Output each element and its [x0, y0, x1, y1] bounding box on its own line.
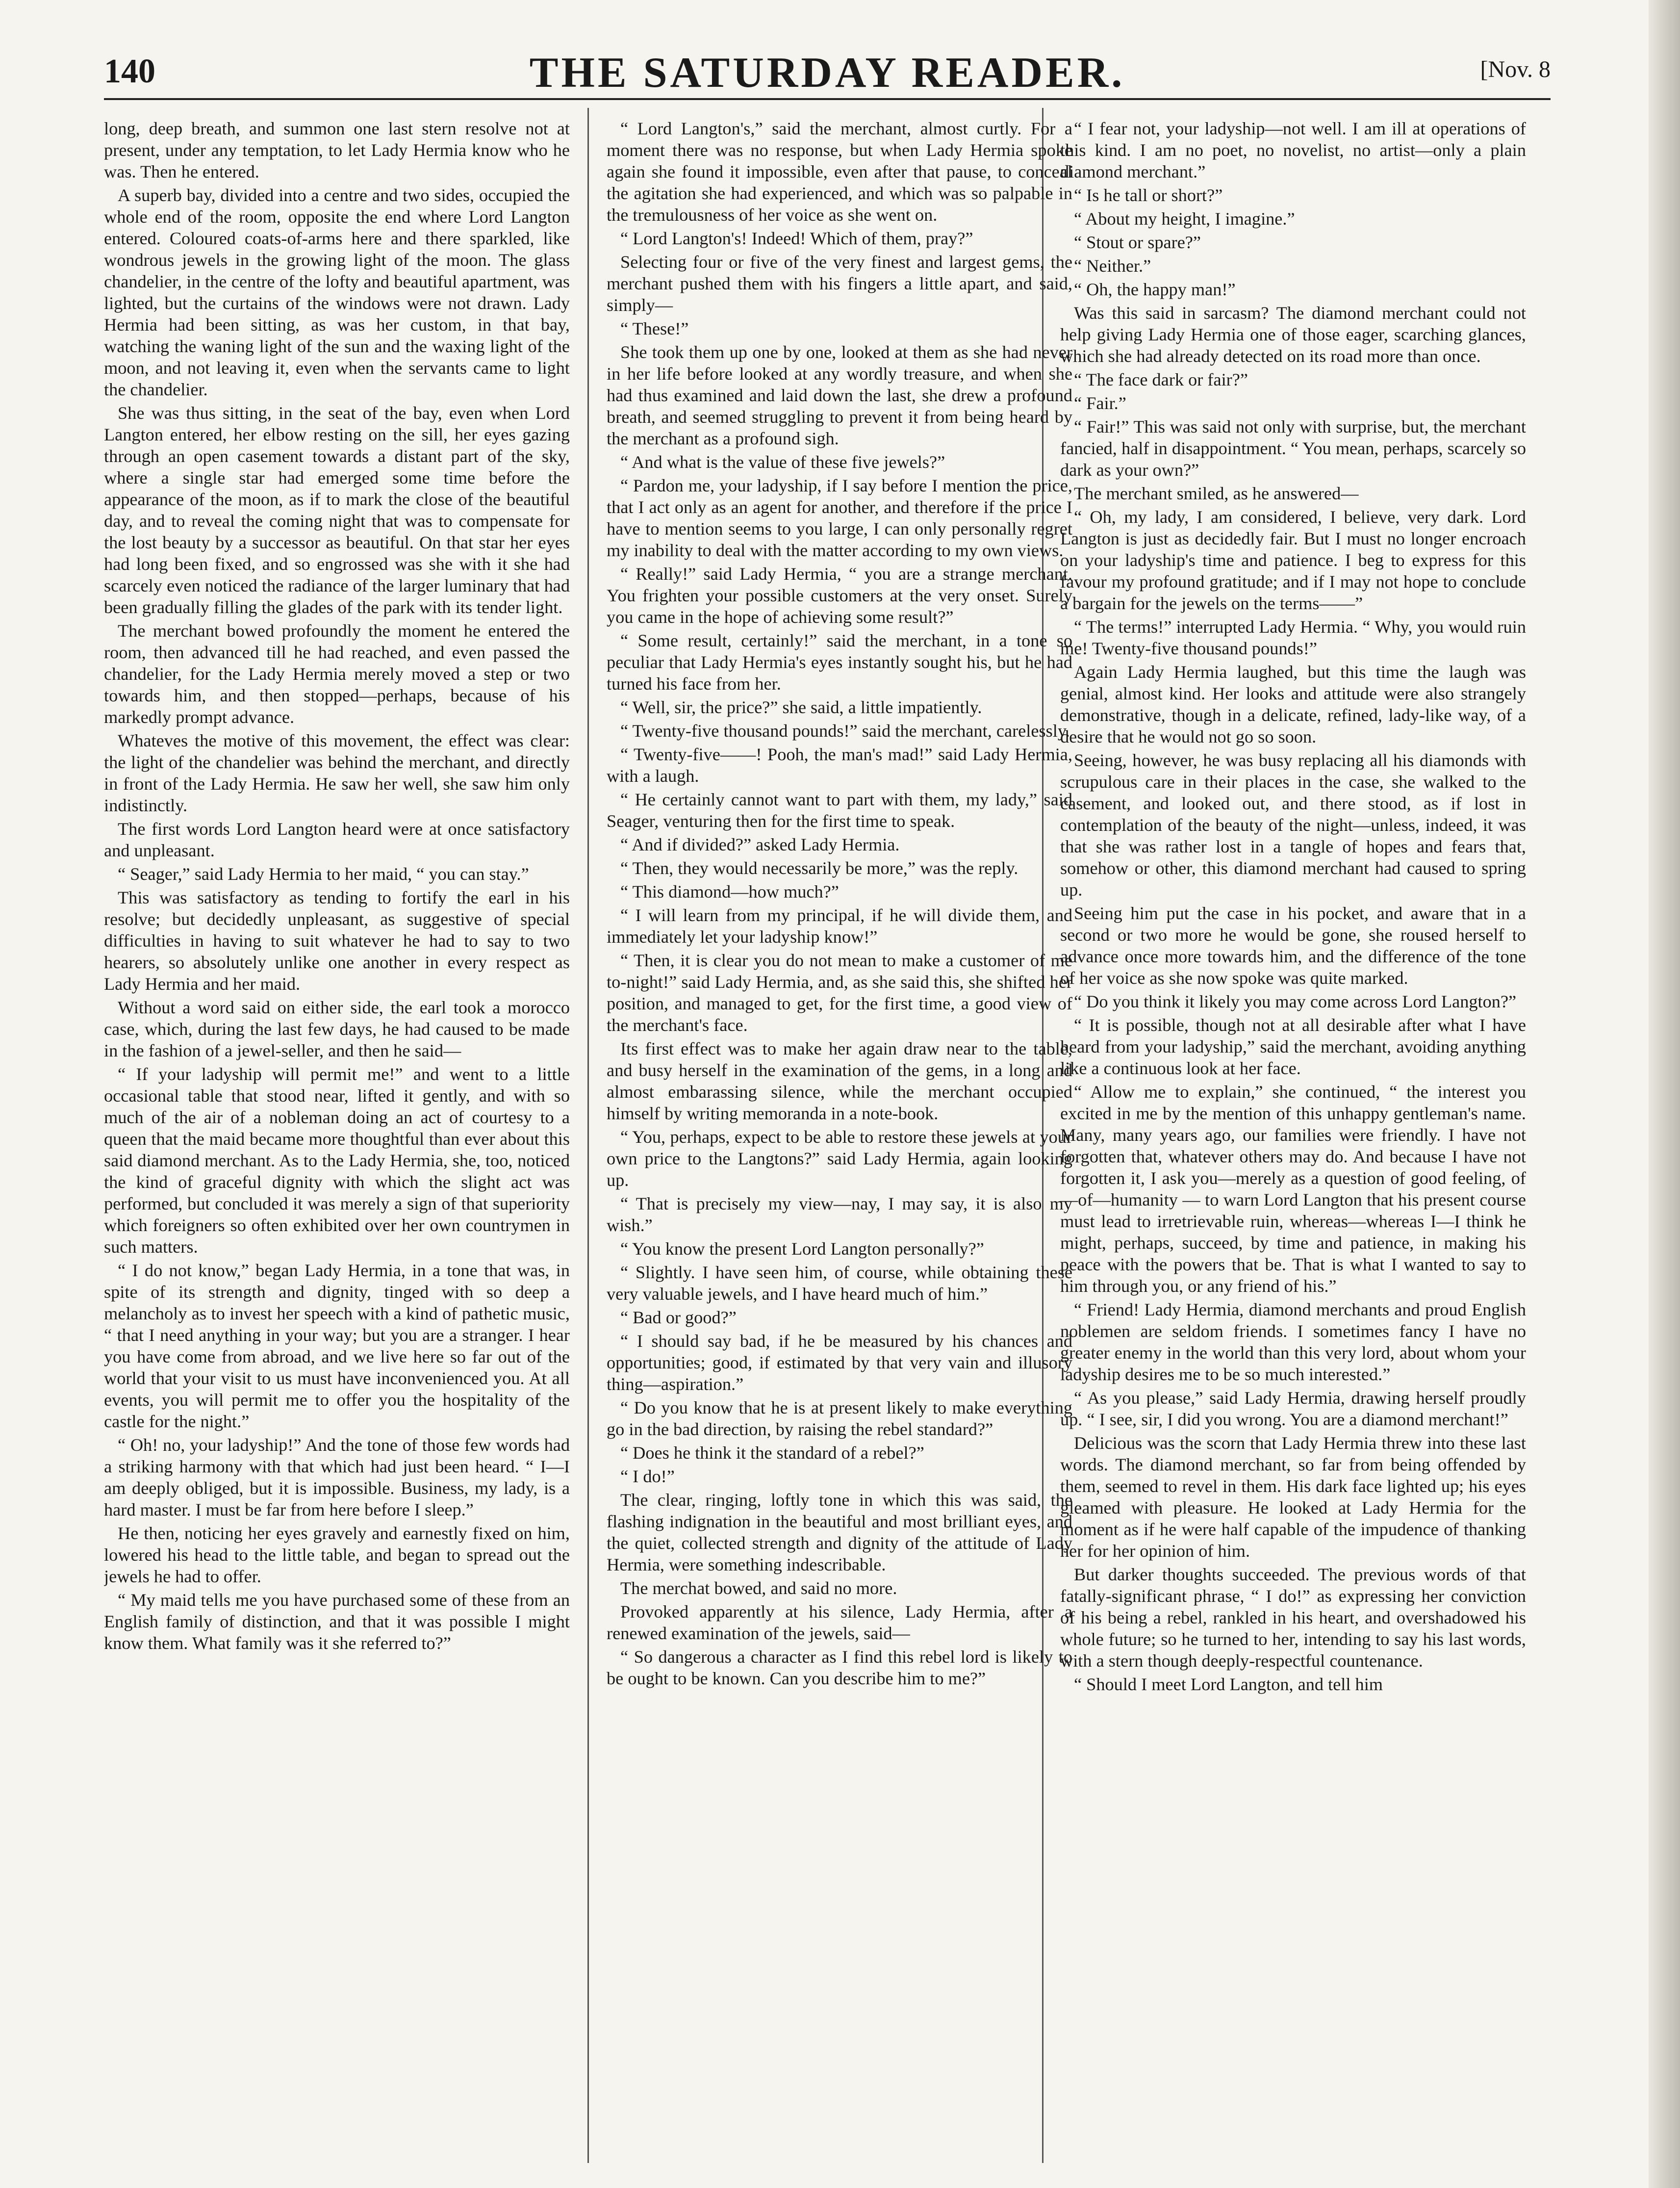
paragraph: “ Lord Langton's,” said the merchant, almost curtly. For a moment there was no response, but when Lady Hermia spoke again she found it impossible, even after that pause, to conceal the agitation she had experienced, and which was so palpable in the tremulousness of her voice as she went on. [607, 119, 1072, 225]
paragraph: “ My maid tells me you have purchased some of these from an English family of distinction, and that it was possible I might know them. What family was it she referred to?” [104, 1590, 570, 1653]
page-number: 140 [104, 52, 155, 90]
paragraph: “ Then, they would necessarily be more,” was the reply. [620, 858, 1018, 878]
running-title: THE SATURDAY READER. [529, 49, 1125, 97]
paragraph: “ Is he tall or short?” [1074, 185, 1223, 205]
paragraph: “ Really!” said Lady Hermia, “ you are a strange merchant. You frighten your possible customers at the very onset. Surely you came in the hope of achieving some result?” [607, 564, 1072, 627]
column-divider [587, 108, 589, 2163]
paragraph: “ Seager,” said Lady Hermia to her maid, “ you can stay.” [118, 864, 529, 884]
paragraph: Again Lady Hermia laughed, but this time the laugh was genial, almost kind. Her looks and attitude were also strangely demonstrative, though in a delicate, refined, lady-like way, of a desire that he would not go so soon. [1060, 662, 1526, 746]
paragraph: “ Slightly. I have seen him, of course, while obtaining these very valuable jewels, and I have heard much of him.” [607, 1262, 1072, 1304]
paragraph: “ Oh, the happy man!” [1074, 280, 1236, 299]
paragraph: “ You, perhaps, expect to be able to restore these jewels at your own price to the Langtons?” said Lady Hermia, again looking up. [607, 1127, 1072, 1190]
paragraph: “ Do you know that he is at present likely to make everything go in the bad direction, by raising the rebel standard?” [607, 1398, 1072, 1439]
paragraph: Provoked apparently at his silence, Lady Hermia, after a renewed examination of the jewels, said— [607, 1602, 1072, 1643]
paragraph: “ You know the present Lord Langton personally?” [620, 1239, 984, 1259]
paragraph: “ If your ladyship will permit me!” and went to a little occasional table that stood near, lifted it gently, and with so much of the air of a nobleman doing an act of courtesy to a queen that the maid became more thoughtful than ever about this said diamond merchant. As to the Lady Hermia, she, too, noticed the kind of graceful dignity with which the slight act was performed, but concluded it was merely a sign of that superiority which foreigners so often exhibited over her own countrymen in such matters. [104, 1064, 570, 1257]
paragraph: “ Fair!” This was said not only with surprise, but, the merchant fancied, half in disappointment. “ You mean, perhaps, scarcely so dark as your own?” [1060, 417, 1526, 480]
paragraph: “ This diamond—how much?” [620, 882, 839, 901]
paragraph: “ That is precisely my view—nay, I may say, it is also my wish.” [607, 1194, 1072, 1235]
paragraph: “ He certainly cannot want to part with them, my lady,” said Seager, venturing then for the first time to speak. [607, 790, 1072, 831]
paragraph: “ I should say bad, if he be measured by his chances and opportunities; good, if estimated by that very vain and illusory thing—aspiration.” [607, 1331, 1072, 1394]
paragraph: She took them up one by one, looked at them as she had never in her life before looked at any wordly treasure, and when she had thus examined and laid down the last, she drew a profound breath, and seemed struggling to prevent it from being heard by the merchant as a profound sigh. [607, 342, 1072, 448]
paragraph: “ Pardon me, your ladyship, if I say before I mention the price, that I act only as an agent for another, and therefore if the price I have to mention seems to you large, I can only personally regret my inability to deal with the matter according to my own views. [607, 476, 1072, 560]
paragraph: “ So dangerous a character as I find this rebel lord is likely to be ought to be known. Can you describe him to me?” [607, 1647, 1072, 1688]
paragraph: “ Neither.” [1074, 256, 1151, 276]
paragraph: long, deep breath, and summon one last stern resolve not at present, under any temptation, to let Lady Hermia know who he was. Then he entered. [104, 119, 570, 181]
paragraph: Without a word said on either side, the earl took a morocco case, which, during the last few days, he had caused to be made in the fashion of a jewel-seller, and then he said— [104, 998, 570, 1060]
paragraph: Was this said in sarcasm? The diamond merchant could not help giving Lady Hermia one of those eager, scarching glances, which she had already detected on its road more than once. [1060, 303, 1526, 366]
paragraph: Seeing him put the case in his pocket, and aware that in a second or two more he would be gone, she roused herself to advance once more towards him, and the difference of the tone of her voice as she now spoke was quite marked. [1060, 903, 1526, 988]
paragraph: “ Twenty-five——! Pooh, the man's mad!” said Lady Hermia, with a laugh. [607, 745, 1072, 786]
paragraph: “ Fair.” [1074, 393, 1126, 413]
paragraph: Delicious was the scorn that Lady Hermia threw into these last words. The diamond merchant, so far from being offended by them, seemed to revel in them. His dark face lighted up; his eyes gleamed with pleasure. He looked at Lady Hermia for the moment as if he were half capable of the impudence of thanking her for her opinion of him. [1060, 1433, 1526, 1561]
paragraph: Selecting four or five of the very finest and largest gems, the merchant pushed them with his fingers a little apart, and said, simply— [607, 252, 1072, 315]
paragraph: “ Oh, my lady, I am considered, I believe, very dark. Lord Langton is just as decidedly fair. But I must no longer encroach on your ladyship's time and patience. I beg to express for this favour my profound gratitude; and if I may not hope to conclude a bargain for the jewels on the terms——” [1060, 507, 1526, 613]
paragraph: “ Friend! Lady Hermia, diamond merchants and proud English noblemen are seldom friends. I sometimes fancy I have no greater enemy in the world than this very lord, about whom your ladyship desires me to be so much interested.” [1060, 1300, 1526, 1384]
paragraph: “ As you please,” said Lady Hermia, drawing herself proudly up. “ I see, sir, I did you wrong. You are a diamond merchant!” [1060, 1388, 1526, 1429]
paragraph: The merchant smiled, as he answered— [1074, 484, 1359, 503]
paragraph: A superb bay, divided into a centre and two sides, occupied the whole end of the room, opposite the end where Lord Langton entered. Coloured coats-of-arms here and there sparkled, like wondrous jewels in the growing light of the moon. The glass chandelier, in the centre of the lofty and beautiful apartment, was lighted, but the curtains of the windows were not drawn. Lady Hermia had been sitting, as was her custom, in that bay, watching the waning light of the sun and the waxing light of the moon, and not leaving it, even when the servants came to light the chandelier. [104, 185, 570, 399]
paragraph: Whateves the motive of this movement, the effect was clear: the light of the chandelier was behind the merchant, and directly in front of the Lady Hermia. He saw her well, she saw him only indistinctly. [104, 731, 570, 815]
paragraph: “ Twenty-five thousand pounds!” said the merchant, carelessly. [620, 721, 1070, 741]
paragraph: “ The terms!” interrupted Lady Hermia. “ Why, you would ruin me! Twenty-five thousand pounds!” [1060, 617, 1526, 658]
paragraph: But darker thoughts succeeded. The previous words of that fatally-significant phrase, “ I do!” as expressing her conviction of his being a rebel, rankled in his heart, and overshadowed his whole future; so he turned to her, intending to say his last words, with a stern though deeply-respectful countenance. [1060, 1565, 1526, 1671]
paragraph: The clear, ringing, loftly tone in which this was said, the flashing indignation in the beautiful and most brilliant eyes, and the quiet, collected strength and dignity of the attitude of Lady Hermia, were something indescribable. [607, 1490, 1072, 1574]
scan-edge [1649, 0, 1680, 2188]
paragraph: “ About my height, I imagine.” [1074, 209, 1295, 229]
paragraph: “ I will learn from my principal, if he will divide them, and immediately let your ladyship know!” [607, 905, 1072, 947]
paragraph: “ These!” [620, 319, 689, 338]
text-column-3 [1060, 118, 1526, 2168]
paragraph: Seeing, however, he was busy replacing all his diamonds with scrupulous care in their places in the case, she walked to the casement, and looked out, and there stood, as if lost in contemplation of the beauty of the night—unless, indeed, it was that she was rather lost in a tangle of hopes and fears that, somehow or other, this diamond merchant had caused to spring up. [1060, 750, 1526, 900]
paragraph: “ I fear not, your ladyship—not well. I am ill at operations of this kind. I am no poet, no novelist, no artist—only a plain diamond merchant.” [1060, 119, 1526, 181]
paragraph: The merchant bowed profoundly the moment he entered the room, then advanced till he had reached, and even passed the chandelier, for the Lady Hermia merely moved a step or two towards him, and then stopped—perhaps, because of his markedly prompt advance. [104, 621, 570, 727]
paragraph: Its first effect was to make her again draw near to the table, and busy herself in the examination of the gems, in a long and almost embarassing silence, while the merchant occupied himself by writing memoranda in a note-book. [607, 1039, 1072, 1123]
paragraph: “ Do you think it likely you may come across Lord Langton?” [1074, 992, 1517, 1011]
paragraph: “ Allow me to explain,” she continued, “ the interest you excited in me by the mention of this unhappy gentleman's name. Many, many years ago, our families were friendly. I have not forgotten that, whatever others may do. And because I have not forgotten it, I ask you—merely as a question of good feeling, of—of—humanity — to warn Lord Langton that his present course must lead to irretrievable ruin, whereas—whereas I—I think he might, perhaps, succeed, by time and patience, in making his peace with the powers that be. That is what I wanted to say to him through you, or any friend of his.” [1060, 1082, 1526, 1296]
paragraph: “ Should I meet Lord Langton, and tell him [1074, 1674, 1383, 1694]
paragraph: “ I do not know,” began Lady Hermia, in a tone that was, in spite of its strength and dignity, tinged with so deep a melancholy as to invest her speech with a kind of pathetic music, “ that I need anything in your way; but you are a stranger. I hear you have come from abroad, and we live here so far out of the world that your visit to us must have inconvenienced you. At all events, you will permit me to offer you the hospitality of the castle for the night.” [104, 1261, 570, 1431]
text-column-2 [607, 118, 1072, 2168]
paragraph: “ I do!” [620, 1467, 675, 1486]
paragraph: He then, noticing her eyes gravely and earnestly fixed on him, lowered his head to the little table, and began to spread out the jewels he had to offer. [104, 1523, 570, 1586]
issue-date: [Nov. 8 [1480, 56, 1551, 82]
paragraph: “ The face dark or fair?” [1074, 370, 1248, 389]
header-rule [104, 98, 1551, 100]
paragraph: “ And if divided?” asked Lady Hermia. [620, 835, 900, 854]
text-column-1 [104, 118, 570, 2168]
paragraph: “ Then, it is clear you do not mean to make a customer of me to-night!” said Lady Hermia, and, as she said this, she shifted her position, and managed to get, for the first time, a good view of the merchant's face. [607, 951, 1072, 1035]
paragraph: “ It is possible, though not at all desirable after what I have heard from your ladyship,” said the merchant, avoiding anything like a continuous look at her face. [1060, 1015, 1526, 1078]
paragraph: “ Some result, certainly!” said the merchant, in a tone so peculiar that Lady Hermia's eyes instantly sought his, but he had turned his face from her. [607, 631, 1072, 694]
page-header [104, 43, 1551, 97]
paragraph: The first words Lord Langton heard were at once satisfactory and unpleasant. [104, 819, 570, 860]
paragraph: “ Lord Langton's! Indeed! Which of them, pray?” [620, 229, 973, 248]
paragraph: She was thus sitting, in the seat of the bay, even when Lord Langton entered, her elbow resting on the sill, her eyes gazing through an open casement towards a distant part of the sky, where a single star had emerged some time before the appearance of the moon, as if to mark the close of the beautiful day, and to reveal the coming night that was to compensate for the lost beauty by a successor as beautiful. On that star her eyes had long been fixed, and so engrossed was she with it she had scarcely even noticed the radiance of the larger luminary that had been gradually filling the glades of the park with its tender light. [104, 403, 570, 617]
paragraph: The merchat bowed, and said no more. [620, 1578, 897, 1598]
paragraph: This was satisfactory as tending to fortify the earl in his resolve; but decidedly unpleasant, as suggestive of special difficulties in having to suit whatever he had to say to two hearers, so absolutely unlike one another in every respect as Lady Hermia and her maid. [104, 888, 570, 994]
paragraph: “ Well, sir, the price?” she said, a little impatiently. [620, 697, 982, 717]
paragraph: “ Does he think it the standard of a rebel?” [620, 1443, 924, 1463]
paragraph: “ Bad or good?” [620, 1308, 737, 1327]
paragraph: “ And what is the value of these five jewels?” [620, 452, 945, 472]
paragraph: “ Stout or spare?” [1074, 232, 1201, 252]
paragraph: “ Oh! no, your ladyship!” And the tone of those few words had a striking harmony with that which had just been heard. “ I—I am deeply obliged, but it is impossible. Business, my lady, is a hard master. I must be far from here before I sleep.” [104, 1435, 570, 1519]
